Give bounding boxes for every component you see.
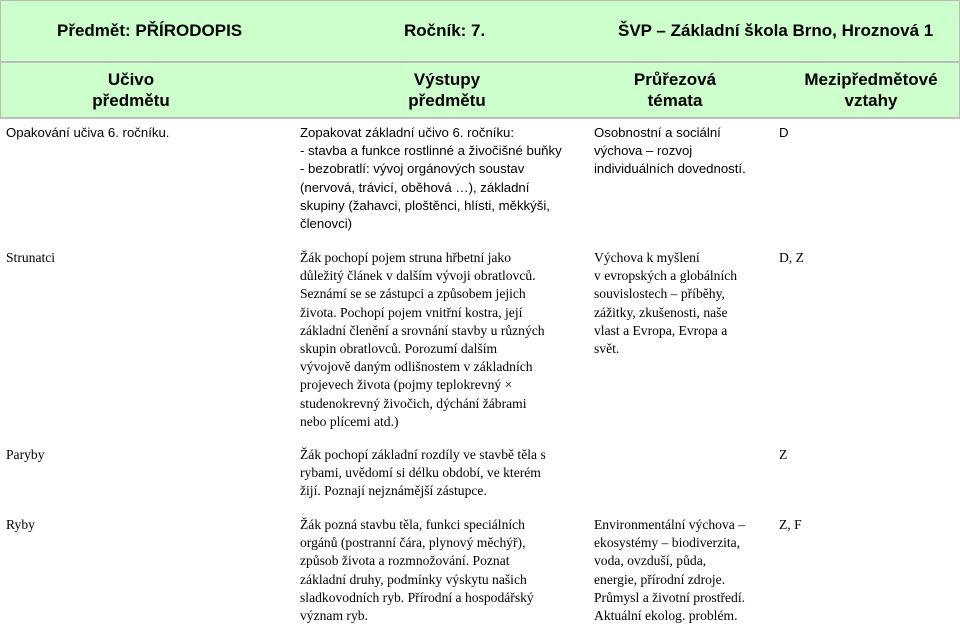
table-cell-outputs: Žák pochopí pojem struna hřbetní jako důležitý článek v dalším vývoji obratlovců. Seznámí se se zástupci a způsobem jejich života. Pochopí pojem vnitřní kostra, její základní členění a srovnání stavby u různých skupin obratlovců. Porozumí dalším vývojově daným odlišnostem v základních projevech života (pojmy teplokrevný × studenokrevný živočich, dýchání žábrami nebo plícemi atd.) xyxy=(300,250,545,429)
row-divider xyxy=(0,118,960,119)
column-header-relations: Mezipředmětové vztahy xyxy=(804,70,938,110)
subject-title: Předmět: PŘÍRODOPIS xyxy=(57,21,243,40)
table-cell-themes: Osobnostní a sociální výchova – rozvoj individuálních dovedností. xyxy=(594,125,746,177)
table-cell-outputs: Zopakovat základní učivo 6. ročníku: - stavba a funkce rostlinné a živočišné buňky - bezobratlí: vývoj orgánových soustav (nervová, trávicí, oběhová …), základní skupiny (žahavci, ploštěnci, hlísti, měkkýši, členovci) xyxy=(300,125,562,232)
table-cell-topic: Opakování učiva 6. ročníku. xyxy=(6,125,170,140)
table-header xyxy=(0,62,960,118)
table-cell-relations: D xyxy=(779,125,789,140)
grade-title: Ročník: 7. xyxy=(404,21,486,40)
school-title: ŠVP – Základní škola Brno, Hroznová 1 xyxy=(618,21,934,40)
table-cell-outputs: Žák pozná stavbu těla, funkci speciálních orgánů (postranní čára, plynový měchýř), způsob života a rozmnožování. Poznat základní druhy, podmínky výskytu našich sladkovodních ryb. Přírodní a hospodářský význam ryb. xyxy=(300,517,534,624)
table-cell-outputs: Žák pochopí základní rozdíly ve stavbě těla s rybami, uvědomí si délku období, ve kterém žijí. Poznají nejznámější zástupce. xyxy=(300,447,546,499)
document-title-bar xyxy=(0,0,960,62)
table-cell-topic: Strunatci xyxy=(6,250,56,265)
table-cell-relations: Z xyxy=(779,447,788,462)
column-header-topic: Učivo předmětu xyxy=(92,70,170,110)
table-cell-relations: D, Z xyxy=(779,250,804,265)
column-header-outputs: Výstupy předmětu xyxy=(408,70,486,110)
table-cell-relations: Z, F xyxy=(779,517,802,532)
column-header-themes: Průřezová témata xyxy=(633,70,717,110)
table-cell-themes: Výchova k myšlení v evropských a globálních souvislostech – příběhy, zážitky, zkušenosti, naše vlast a Evropa, Evropa a svět. xyxy=(594,250,738,357)
table-cell-themes: Environmentální výchova – ekosystémy – biodiverzita, voda, ovzduší, půda, energie, přírodní zdroje. Průmysl a životní prostředí. Aktuální ekolog. problém. xyxy=(594,517,746,624)
table-cell-topic: Ryby xyxy=(6,517,35,532)
table-cell-topic: Paryby xyxy=(6,447,45,462)
